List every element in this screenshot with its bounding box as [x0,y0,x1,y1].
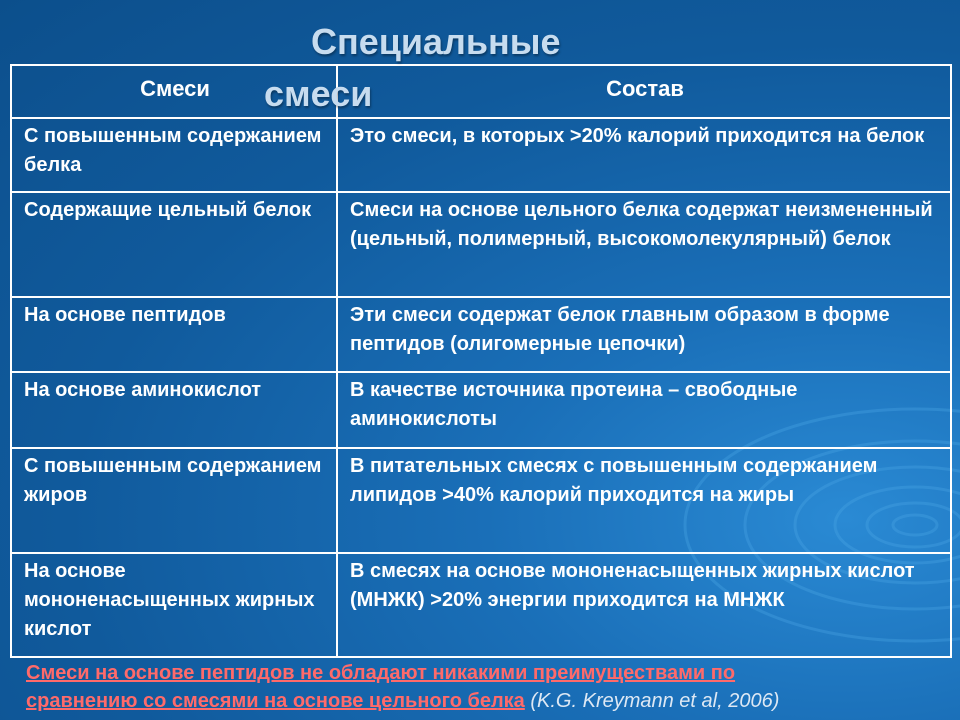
row-type: На основе пептидов [11,297,337,372]
table-row [11,448,951,553]
row-type: На основе аминокислот [11,372,337,448]
table-row [11,118,951,192]
row-composition: Эти смеси содержат белок главным образом в форме пептидов (олигомерные цепочки) [337,297,951,372]
table-header-row [11,65,951,118]
slide-title-line1: Специальные [311,21,561,62]
row-composition: Смеси на основе цельного белка содержат неизмененный (цельный, полимерный, высокомолекулярный) белок [337,192,951,297]
footer-note-line2[interactable]: сравнению со смесями на основе цельного белка [26,690,525,712]
row-type: С повышенным содержанием жиров [11,448,337,553]
footer-note [26,659,946,715]
row-type: С повышенным содержанием белка [11,118,337,192]
row-type: Содержащие цельный белок [11,192,337,297]
table-row [11,553,951,657]
table-row [11,192,951,297]
row-composition: В питательных смесях с повышенным содержанием липидов >40% калорий приходится на жиры [337,448,951,553]
header-mixtures: Смеси [11,65,337,118]
row-composition: В смесях на основе мононенасыщенных жирных кислот (МНЖК) >20% энергии приходится на МНЖК [337,553,951,657]
table-row [11,372,951,448]
header-composition: Состав [337,65,951,118]
formula-table [10,64,952,658]
footer-note-line1[interactable]: Смеси на основе пептидов не обладают никакими преимуществами по [26,662,736,684]
footer-citation: (K.G. Kreymann et al, 2006) [530,690,780,712]
row-composition: Это смеси, в которых >20% калорий приходится на белок [337,118,951,192]
row-composition: В качестве источника протеина – свободные аминокислоты [337,372,951,448]
table-row [11,297,951,372]
slide-title-line2: смеси [264,73,373,114]
row-type: На основе мононенасыщенных жирных кислот [11,553,337,657]
